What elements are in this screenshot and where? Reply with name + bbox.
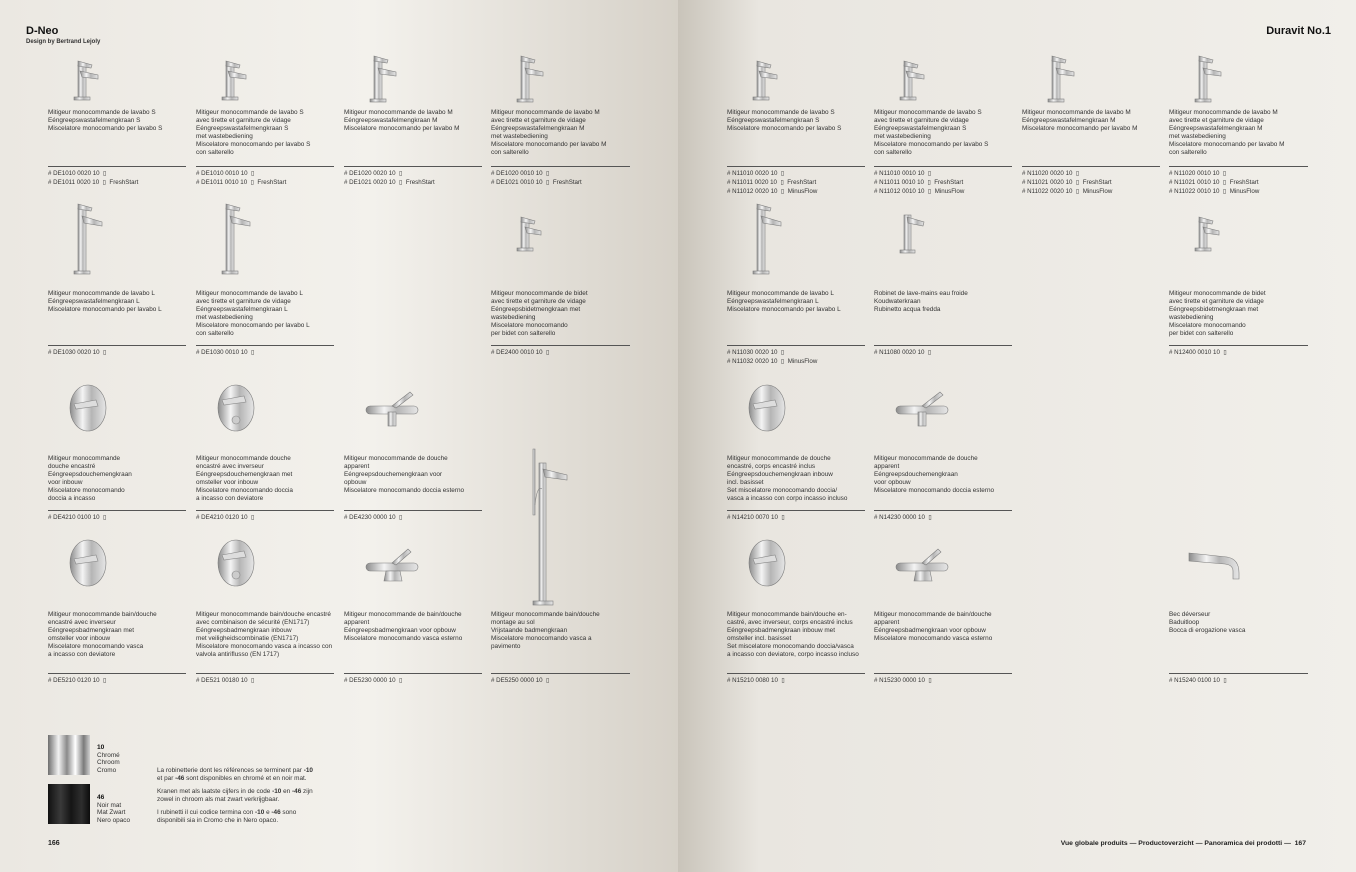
product-reference-codes: # DE1020 0010 10 ▯ # DE1021 0010 10 ▯ FreshStart bbox=[491, 170, 582, 186]
note-text: I rubinetti il cui codice termina con bbox=[157, 809, 256, 816]
divider bbox=[1022, 166, 1160, 167]
series-title-duravit-no1: Duravit No.1 bbox=[1266, 25, 1331, 37]
exposed-bath-mixer-icon bbox=[892, 541, 952, 585]
divider bbox=[196, 345, 334, 346]
finish-availability-note bbox=[157, 809, 337, 825]
product-description: Mitigeur monocommande de lavabo M avec tirette et garniture de vidage Eéngreepswastafelmengkraan M met wastebediening Miscelatore monocomando per lavabo M con salterello bbox=[491, 109, 607, 156]
finish-name-it: Nero opaco bbox=[97, 816, 131, 824]
product-reference-codes: # N12400 0010 10 ▯ bbox=[1169, 349, 1227, 356]
divider bbox=[727, 166, 865, 167]
product-reference-codes: # DE5230 0000 10 ▯ bbox=[344, 677, 403, 684]
note-text: e bbox=[264, 809, 272, 816]
product-description: Mitigeur monocommande de lavabo S Eéngreepswastafelmengkraan S Miscelatore monocomando per lavabo S bbox=[727, 109, 842, 132]
concealed-shower-diverter-icon bbox=[214, 382, 258, 434]
product-reference-codes: # DE1010 0010 10 ▯ # DE1011 0010 10 ▯ FreshStart bbox=[196, 170, 287, 186]
basin-mixer-s-icon bbox=[66, 55, 106, 100]
exposed-shower-mixer-icon bbox=[362, 386, 422, 430]
product-reference-codes: # DE5210 0120 10 ▯ bbox=[48, 677, 107, 684]
cold-water-tap-icon bbox=[892, 209, 932, 253]
product-reference-codes: # N14230 0000 10 ▯ bbox=[874, 514, 932, 521]
note-text: sono disponibili sia in Cromo che in Nero opaco. bbox=[157, 809, 297, 824]
finish-code-highlight: -10 bbox=[303, 767, 313, 774]
divider bbox=[874, 510, 1012, 511]
finish-code-highlight: -10 bbox=[255, 809, 265, 816]
basin-mixer-s-icon bbox=[745, 55, 785, 100]
basin-mixer-l-icon bbox=[214, 202, 254, 274]
divider bbox=[344, 673, 482, 674]
product-description: Mitigeur monocommande de lavabo L Eéngreepswastafelmengkraan L Miscelatore monocomando per lavabo L bbox=[48, 290, 162, 313]
concealed-bath-mixer-icon bbox=[66, 537, 110, 589]
product-description: Mitigeur monocommande de lavabo M Eéngreepswastafelmengkraan M Miscelatore monocomando per lavabo M bbox=[1022, 109, 1138, 132]
product-reference-codes: # N11020 0010 10 ▯ # N11021 0010 10 ▯ FreshStart # N11022 0010 10 ▯ MinusFlow bbox=[1169, 170, 1260, 195]
product-description: Mitigeur monocommande de bidet avec tirette et garniture de vidage Eéngreepsbidetmengkraan met wastebediening Miscelatore monocomando per bidet con salterello bbox=[1169, 290, 1266, 337]
divider bbox=[727, 673, 865, 674]
note-text: zijn zowel in chroom als mat zwart verkrijgbaar. bbox=[157, 788, 313, 803]
product-description: Mitigeur monocommande douche encastré avec inverseur Eéngreepsdouchemengkraan met omsteller voor inbouw Miscelatore monocomando doccia a incasso con deviatore bbox=[196, 455, 293, 502]
product-reference-codes: # N11080 0020 10 ▯ bbox=[874, 349, 932, 356]
page-number-left: 166 bbox=[48, 840, 60, 847]
product-description: Mitigeur monocommande bain/douche montage au sol Vrijstaande badmengkraan Miscelatore monocomando vasca a pavimento bbox=[491, 611, 600, 650]
product-reference-codes: # DE1030 0010 10 ▯ bbox=[196, 349, 255, 356]
divider bbox=[196, 673, 334, 674]
product-description: Mitigeur monocommande de douche apparent Eéngreepsdouchemengkraan voor opbouw Miscelatore monocomando doccia esterno bbox=[344, 455, 465, 494]
note-text: La robinetterie dont les références se terminent par bbox=[157, 767, 304, 774]
chrome-finish-label bbox=[97, 744, 120, 774]
concealed-shower-mixer-icon bbox=[66, 382, 110, 434]
finish-name-nl: Mat Zwart bbox=[97, 809, 126, 816]
product-reference-codes: # DE1020 0020 10 ▯ # DE1021 0020 10 ▯ FreshStart bbox=[344, 170, 435, 186]
product-reference-codes: # DE4210 0120 10 ▯ bbox=[196, 514, 255, 521]
basin-mixer-m-icon bbox=[509, 54, 549, 102]
note-text: Kranen met als laatste cijfers in de code bbox=[157, 788, 273, 795]
matt-black-finish-label bbox=[97, 794, 130, 824]
product-description: Mitigeur monocommande bain/douche encastré avec inverseur Eéngreepsbadmengkraan met omsteller voor inbouw Miscelatore monocomando vasca a incasso con deviatore bbox=[48, 611, 157, 658]
divider bbox=[874, 345, 1012, 346]
product-description: Mitigeur monocommande de bidet avec tirette et garniture de vidage Eéngreepsbidetmengkraan met wastebediening Miscelatore monocomando per bidet con salterello bbox=[491, 290, 588, 337]
divider bbox=[48, 510, 186, 511]
product-description: Mitigeur monocommande de douche encastré, corps encastré inclus Eéngreepsdouchemengkraan inbouw incl. basisset Set miscelatore monocomando doccia/ vasca a incasso con corpo incasso incluso bbox=[727, 455, 848, 502]
divider bbox=[727, 345, 865, 346]
product-reference-codes: # DE521 00180 10 ▯ bbox=[196, 677, 255, 684]
basin-mixer-s-icon bbox=[214, 55, 254, 100]
bidet-mixer-icon bbox=[509, 211, 549, 251]
concealed-shower-mixer-icon bbox=[745, 382, 789, 434]
divider bbox=[491, 345, 630, 346]
product-description: Mitigeur monocommande de lavabo L avec tirette et garniture de vidage Eéngreepswastafelmengkraan L met wastebediening Miscelatore monocomando per lavabo L con salterello bbox=[196, 290, 310, 337]
divider bbox=[196, 166, 334, 167]
divider bbox=[874, 166, 1012, 167]
product-description: Mitigeur monocommande de lavabo S avec tirette et garniture de vidage Eéngreepswastafelmengkraan S met wastebediening Miscelatore monocomando per lavabo S con salterello bbox=[874, 109, 989, 156]
freestanding-bath-mixer-icon bbox=[509, 445, 569, 605]
note-text: et par bbox=[157, 775, 174, 782]
product-reference-codes: # DE4210 0100 10 ▯ bbox=[48, 514, 107, 521]
basin-mixer-l-icon bbox=[745, 202, 785, 274]
matt-black-finish-swatch bbox=[48, 784, 90, 824]
finish-code-highlight: -46 bbox=[292, 788, 302, 795]
basin-mixer-m-icon bbox=[362, 54, 402, 102]
chrome-finish-swatch bbox=[48, 735, 90, 775]
finish-name-fr: Noir mat bbox=[97, 801, 122, 809]
product-reference-codes: # N15230 0000 10 ▯ bbox=[874, 677, 932, 684]
finish-name-fr: Chromé bbox=[97, 751, 120, 759]
product-reference-codes: # DE1030 0020 10 ▯ bbox=[48, 349, 107, 356]
product-description: Robinet de lave-mains eau froide Koudwaterkraan Rubinetto acqua fredda bbox=[874, 290, 968, 313]
product-reference-codes: # N11010 0010 10 ▯ # N11011 0010 10 ▯ FreshStart # N11012 0010 10 ▯ MinusFlow bbox=[874, 170, 965, 195]
concealed-bath-mixer-icon bbox=[745, 537, 789, 589]
bidet-mixer-icon bbox=[1187, 211, 1227, 251]
concealed-bath-safety-icon bbox=[214, 537, 258, 589]
finish-code-highlight: -46 bbox=[271, 809, 281, 816]
divider bbox=[48, 673, 186, 674]
divider bbox=[48, 345, 186, 346]
exposed-shower-mixer-icon bbox=[892, 386, 952, 430]
finish-availability-note bbox=[157, 788, 337, 804]
product-description: Mitigeur monocommande de lavabo S Eéngreepswastafelmengkraan S Miscelatore monocomando per lavabo S bbox=[48, 109, 163, 132]
footer-caption bbox=[1061, 840, 1306, 847]
product-description: Mitigeur monocommande bain/douche encastré avec combinaison de sécurité (EN1717) Eéngreepsbadmengkraan inbouw met veiligheidscombinatie (EN1717) Miscelatore monocomando vasca a incasso con valvola antiriflusso (EN 1717) bbox=[196, 611, 333, 658]
divider bbox=[344, 166, 482, 167]
divider bbox=[1169, 345, 1308, 346]
divider bbox=[1169, 673, 1308, 674]
product-description: Mitigeur monocommande de bain/douche apparent Eéngreepsbadmengkraan voor opbouw Miscelatore monocomando vasca esterno bbox=[874, 611, 993, 642]
finish-code: 10 bbox=[97, 744, 105, 751]
divider bbox=[48, 166, 186, 167]
series-title-d-neo: D-Neo bbox=[26, 25, 59, 37]
page-number-right: 167 bbox=[1294, 840, 1306, 847]
divider bbox=[727, 510, 865, 511]
product-description: Mitigeur monocommande de lavabo L Eéngreepswastafelmengkraan L Miscelatore monocomando per lavabo L bbox=[727, 290, 841, 313]
divider bbox=[491, 673, 630, 674]
finish-availability-note bbox=[157, 767, 337, 783]
basin-mixer-s-icon bbox=[892, 55, 932, 100]
finish-name-it: Cromo bbox=[97, 766, 117, 774]
basin-mixer-l-icon bbox=[66, 202, 106, 274]
product-description: Bec déverseur Baduitloop Bocca di erogazione vasca bbox=[1169, 611, 1246, 634]
product-description: Mitigeur monocommande de lavabo M Eéngreepswastafelmengkraan M Miscelatore monocomando per lavabo M bbox=[344, 109, 460, 132]
divider bbox=[491, 166, 630, 167]
product-reference-codes: # N11030 0020 10 ▯ # N11032 0020 10 ▯ MinusFlow bbox=[727, 349, 818, 365]
product-reference-codes: # N11020 0020 10 ▯ # N11021 0020 10 ▯ FreshStart # N11022 0020 10 ▯ MinusFlow bbox=[1022, 170, 1113, 195]
exposed-bath-mixer-icon bbox=[362, 541, 422, 585]
divider bbox=[874, 673, 1012, 674]
product-reference-codes: # N15210 0080 10 ▯ bbox=[727, 677, 785, 684]
product-reference-codes: # DE4230 0000 10 ▯ bbox=[344, 514, 403, 521]
product-description: Mitigeur monocommande de bain/douche apparent Eéngreepsbadmengkraan voor opbouw Miscelatore monocomando vasca esterno bbox=[344, 611, 463, 642]
product-description: Mitigeur monocommande de douche apparent Eéngreepsdouchemengkraan voor opbouw Miscelatore monocomando doccia esterno bbox=[874, 455, 995, 494]
product-reference-codes: # N11010 0020 10 ▯ # N11011 0020 10 ▯ FreshStart # N11012 0020 10 ▯ MinusFlow bbox=[727, 170, 818, 195]
product-reference-codes: # N15240 0100 10 ▯ bbox=[1169, 677, 1227, 684]
finish-name-nl: Chroom bbox=[97, 759, 120, 766]
divider bbox=[1169, 166, 1308, 167]
basin-mixer-m-icon bbox=[1187, 54, 1227, 102]
divider bbox=[344, 510, 482, 511]
product-reference-codes: # DE2400 0010 10 ▯ bbox=[491, 349, 550, 356]
designer-credit: Design by Bertrand Lejoly bbox=[26, 39, 101, 45]
product-reference-codes: # N14210 0070 10 ▯ bbox=[727, 514, 785, 521]
finish-code: 46 bbox=[97, 794, 105, 801]
note-text: en bbox=[281, 788, 293, 795]
footer-text: Vue globale produits — Productoverzicht — Panoramica dei prodotti — bbox=[1060, 840, 1291, 847]
product-description: Mitigeur monocommande de lavabo M avec tirette et garniture de vidage Eéngreepswastafelmengkraan M met wastebediening Miscelatore monocomando per lavabo M con salterello bbox=[1169, 109, 1285, 156]
product-description: Mitigeur monocommande douche encastré Eéngreepsdouchemengkraan voor inbouw Miscelatore monocomando doccia a incasso bbox=[48, 455, 132, 502]
product-reference-codes: # DE1010 0020 10 ▯ # DE1011 0020 10 ▯ FreshStart bbox=[48, 170, 139, 186]
product-description: Mitigeur monocommande bain/douche en- castré, avec inverseur, corps encastré inclus Eéngreepsbadmengkraan inbouw met omsteller incl. basisset Set miscelatore monocomando doccia/vasca a incasso con deviatore, corpo incasso incluso bbox=[727, 611, 859, 658]
divider bbox=[196, 510, 334, 511]
finish-code-highlight: -10 bbox=[272, 788, 282, 795]
bath-spout-icon bbox=[1187, 543, 1247, 583]
basin-mixer-m-icon bbox=[1040, 54, 1080, 102]
product-description: Mitigeur monocommande de lavabo S avec tirette et garniture de vidage Eéngreepswastafelmengkraan S met wastebediening Miscelatore monocomando per lavabo S con salterello bbox=[196, 109, 311, 156]
finish-code-highlight: -46 bbox=[175, 775, 185, 782]
right-page bbox=[678, 0, 1356, 872]
product-reference-codes: # DE5250 0000 10 ▯ bbox=[491, 677, 550, 684]
note-text: sont disponibles en chromé et en noir mat. bbox=[184, 775, 307, 782]
